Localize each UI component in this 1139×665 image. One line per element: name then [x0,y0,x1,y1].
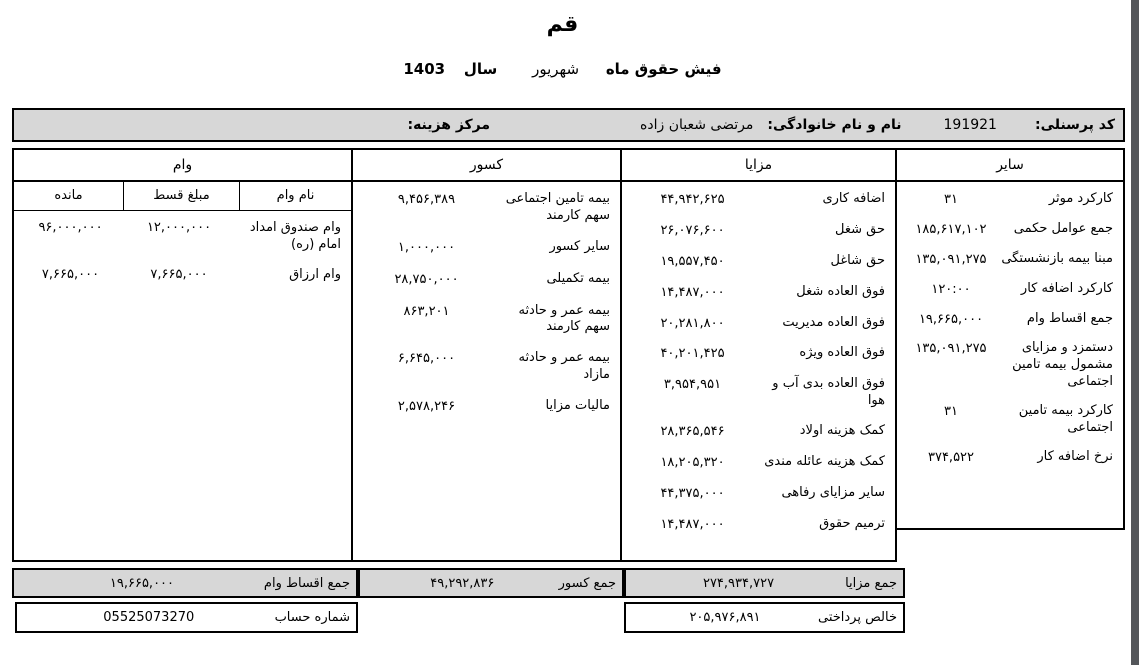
net-pay-label: خالص پرداختی [817,610,897,625]
table-row [632,253,885,271]
deductions-total-cell [358,568,624,598]
benefit-value: ۲۰,۲۸۱,۸۰۰ [660,315,725,331]
deduction-label: بیمه عمر و حادثه سهم کارمند [518,302,610,335]
year-label: سال [463,60,498,78]
loan-balance: ۷,۶۶۵,۰۰۰ [41,266,100,282]
benefits-total-label: جمع مزایا [845,575,897,591]
other-label: مبنا بیمه بازنشستگی [1001,250,1113,266]
table-row [363,303,610,337]
other-value: ۳۱ [944,404,958,420]
other-rows [897,182,1123,476]
other-value: ۳۱ [944,192,958,207]
employee-id-bar [12,108,1125,142]
table-row [632,345,885,363]
loan-installment: ۷,۶۶۵,۰۰۰ [150,266,208,282]
deductions-total-value: ۴۹,۲۹۲,۸۳۶ [430,575,495,591]
loan-name: وام ارزاق [289,266,341,282]
table-row [907,449,1113,467]
table-row [907,281,1113,299]
personnel-code-value: 191921 [943,117,997,133]
other-label: دستمزد و مزایای مشمول بیمه تامین اجتماعی [1012,340,1113,390]
loan-installment: ۱۲,۰۰۰,۰۰۰ [146,220,212,235]
loan-balance: ۹۶,۰۰۰,۰۰۰ [38,220,103,235]
benefit-label: فوق العاده بدی آب و هوا [772,376,885,409]
other-label: کارکرد موثر [1048,191,1113,206]
other-value: ۱۹,۶۶۵,۰۰۰ [918,311,984,327]
benefit-label: فوق العاده ویژه [799,345,885,361]
month-value: شهریور [532,60,580,78]
table-row [907,403,1113,437]
other-column-header: سایر [897,150,1123,182]
loans-column [12,148,353,562]
deduction-value: ۸۶۳,۲۰۱ [403,303,450,319]
benefits-column-header: مزایا [622,150,895,182]
other-value: ۱۳۵,۰۹۱,۲۷۵ [915,251,987,267]
table-row [632,423,885,441]
table-row [632,315,885,333]
deduction-label: بیمه تامین اجتماعی سهم کارمند [505,191,610,223]
account-number-box [15,602,358,633]
benefit-label: حق شغل [834,221,885,237]
payslip-subtitle [0,60,1125,78]
loans-table-body [14,211,351,293]
benefit-label: ترمیم حقوق [819,515,885,531]
loan-installment-header: مبلغ قسط [123,182,239,210]
table-row [363,271,610,289]
benefit-value: ۳,۹۵۴,۹۵۱ [663,377,722,393]
benefits-rows [622,182,895,543]
table-row [632,284,885,302]
other-label: جمع اقساط وام [1026,310,1113,326]
benefit-value: ۲۶,۰۷۶,۶۰۰ [660,222,725,238]
deduction-value: ۶,۶۴۵,۰۰۰ [397,351,456,367]
city-title: قم [546,12,579,37]
deductions-column-header: کسور [353,150,620,182]
page-right-edge [1131,0,1139,665]
loans-column-header: وام [14,150,351,182]
benefit-label: فوق العاده شغل [796,283,885,299]
personnel-code-label: کد پرسنلی: [1034,117,1115,133]
net-pay-box [624,602,905,633]
table-row [363,191,610,225]
cost-center-label: مرکز هزینه: [407,117,491,133]
loan-name-header: نام وام [239,182,351,210]
deduction-value: ۱,۰۰۰,۰۰۰ [397,239,456,255]
other-column [895,148,1125,530]
fullname-label: نام و نام خانوادگی: [767,117,902,133]
table-row [907,340,1113,391]
table-row [632,191,885,209]
deductions-total-label: جمع کسور [558,575,616,591]
table-row [363,398,610,416]
benefit-value: ۴۴,۹۴۲,۶۲۵ [660,192,725,207]
benefit-label: اضافه کاری [822,191,885,206]
account-number-label: شماره حساب [274,610,350,625]
loan-name: وام صندوق امداد امام (ره) [249,220,341,252]
benefit-value: ۴۴,۳۷۵,۰۰۰ [660,485,725,501]
benefit-value: ۴۰,۲۰۱,۴۲۵ [660,346,725,362]
benefit-label: حق شاغل [830,252,885,268]
table-row [363,239,610,257]
other-label: نرخ اضافه کار [1037,448,1113,464]
table-row [363,350,610,384]
deduction-label: بیمه تکمیلی [546,270,610,286]
deductions-column [351,148,622,562]
benefit-value: ۱۴,۴۸۷,۰۰۰ [660,284,725,300]
benefit-value: ۱۹,۵۵۷,۴۵۰ [660,253,725,269]
table-row [632,222,885,240]
benefits-total-value: ۲۷۴,۹۳۴,۷۲۷ [702,575,775,591]
table-row [632,376,885,410]
deduction-value: ۹,۴۵۶,۳۸۹ [397,192,456,207]
benefit-value: ۱۸,۲۰۵,۳۲۰ [660,455,725,471]
table-row [907,311,1113,329]
table-row [20,267,345,284]
loan-total-value: ۱۹,۶۶۵,۰۰۰ [109,575,175,591]
deduction-label: مالیات مزایا [545,398,610,414]
benefit-label: کمک هزینه اولاد [799,423,885,439]
loan-balance-header: مانده [54,188,83,203]
table-row [632,516,885,534]
account-number-value: 05525073270 [103,610,195,625]
benefit-label: کمک هزینه عائله مندی [764,454,885,470]
other-label: جمع عوامل حکمی [1013,220,1113,236]
year-value: 1403 [403,60,446,78]
other-value: ۱۸۵,۶۱۷,۱۰۲ [915,221,987,237]
table-row [632,454,885,472]
payslip-title: فیش حقوق ماه [605,60,722,78]
loan-total-label: جمع اقساط وام [263,575,350,591]
deduction-value: ۲,۵۷۸,۲۴۶ [397,399,456,415]
other-value: ۳۷۴,۵۲۲ [927,449,975,465]
table-row [907,251,1113,269]
deduction-label: بیمه عمر و حادثه مازاد [518,350,610,383]
other-label: کارکرد بیمه تامین اجتماعی [1018,403,1113,436]
other-label: کارکرد اضافه کار [1020,280,1113,296]
benefit-value: ۱۴,۴۸۷,۰۰۰ [660,516,725,532]
loans-table-header [14,182,351,211]
table-row [632,485,885,503]
benefit-value: ۲۸,۳۶۵,۵۴۶ [660,424,725,440]
deduction-label: سایر کسور [549,238,610,254]
fullname-value: مرتضی شعبان زاده [640,117,754,133]
benefit-label: فوق العاده مدیریت [782,314,885,330]
table-row [907,221,1113,239]
net-pay-value: ۲۰۵,۹۷۶,۸۹۱ [689,610,761,625]
table-row [907,191,1113,209]
table-row [20,220,345,254]
other-value: ۱۲۰:۰۰ [931,281,971,297]
benefit-label: سایر مزایای رفاهی [781,484,885,500]
benefits-total-cell [624,568,905,598]
deductions-rows [353,182,620,425]
deduction-value: ۲۸,۷۵۰,۰۰۰ [394,271,459,287]
loan-total-cell [12,568,358,598]
other-value: ۱۳۵,۰۹۱,۲۷۵ [915,341,987,357]
benefits-column [620,148,897,562]
